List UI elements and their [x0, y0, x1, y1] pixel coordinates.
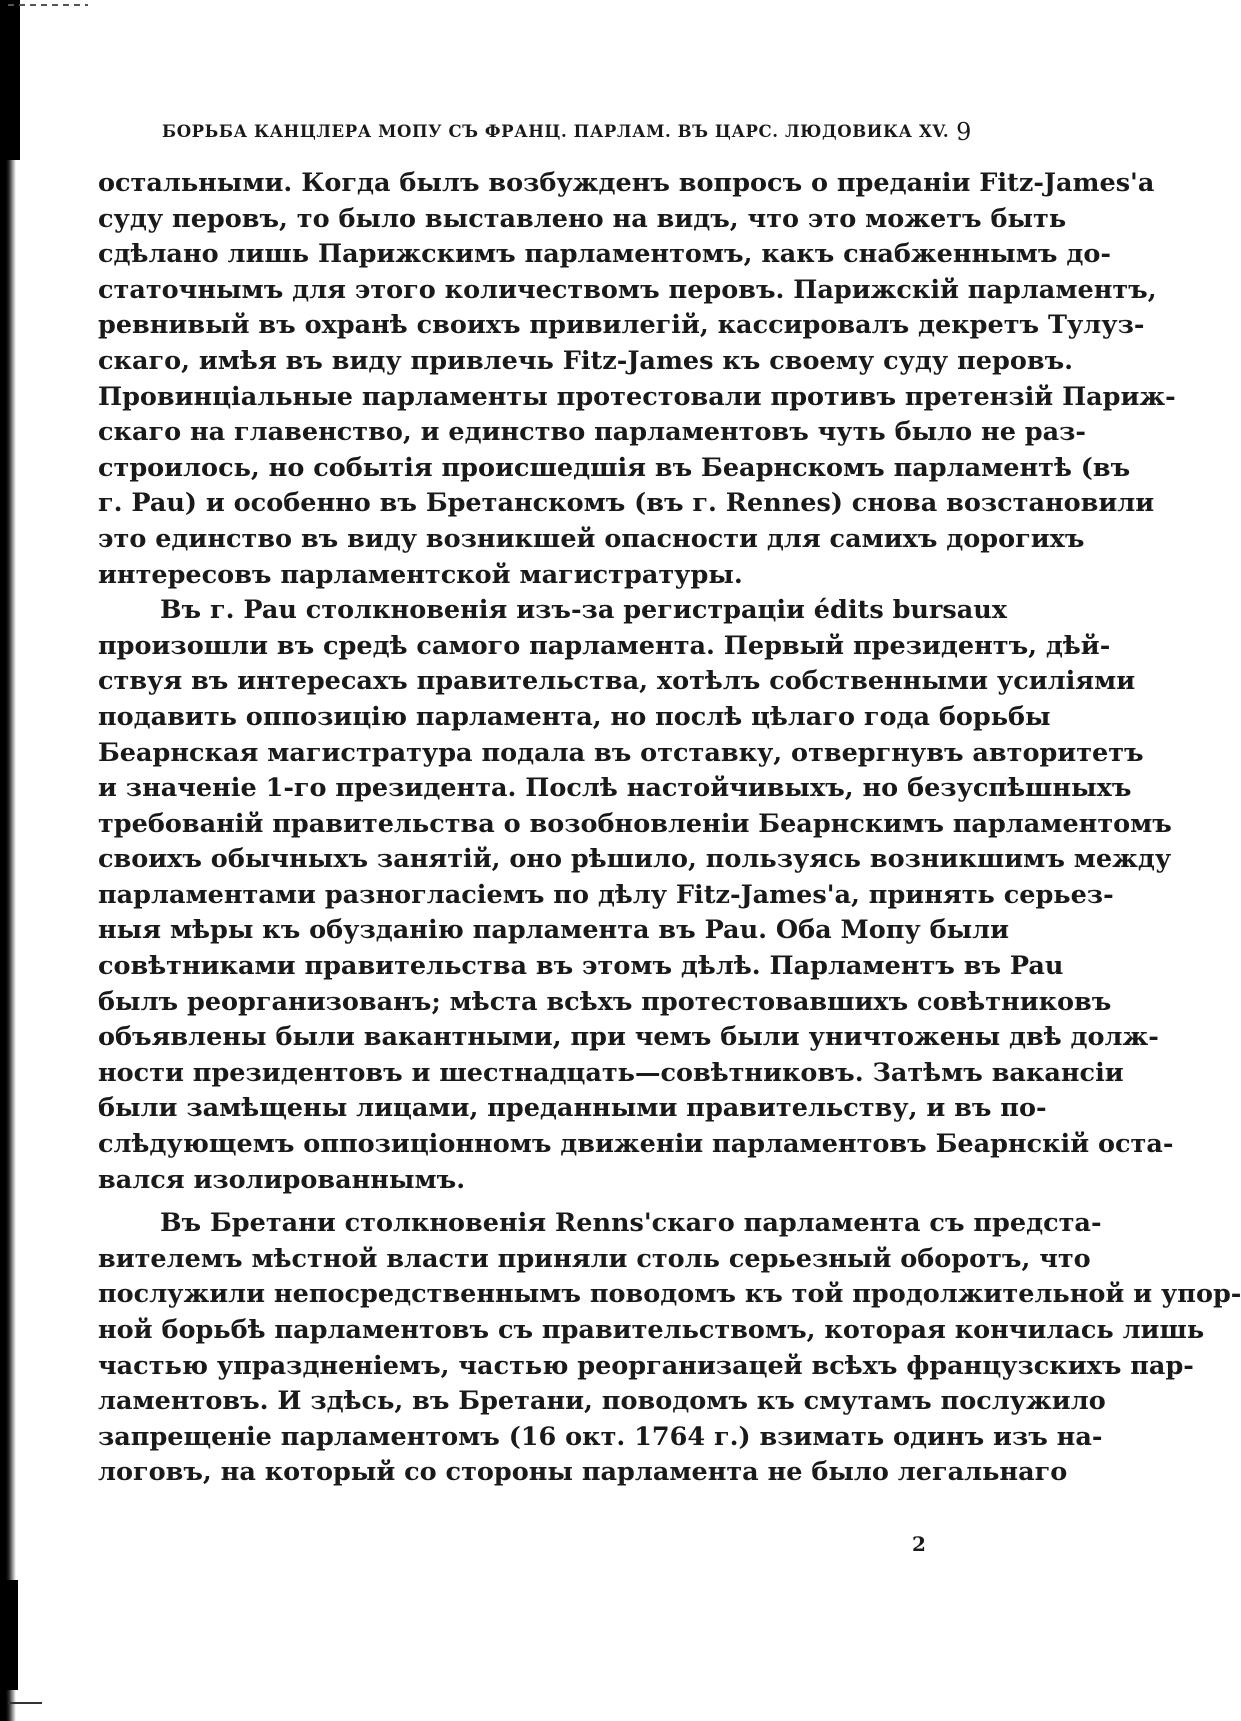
- running-title: БОРЬБА КАНЦЛЕРА МОПУ СЪ ФРАНЦ. ПАРЛАМ. ВЪ ЦАРС. ЛЮДОВИКА XV.: [162, 122, 950, 141]
- scan-artifact-top: [8, 4, 88, 6]
- paragraph-3: [98, 1206, 1241, 1491]
- text-line: ревнивый въ охранѣ своихъ привилегій, кассировалъ декретъ Тулуз-: [98, 310, 1145, 341]
- text-line: слѣдующемъ оппозиціонномъ движеніи парламентовъ Беарнскій оста-: [98, 1129, 1174, 1160]
- text-line: это единство въ виду возникшей опасности для самихъ дорогихъ: [98, 523, 1085, 554]
- paragraph-2: [98, 593, 1174, 1198]
- text-line: вителемъ мѣстной власти приняли столь серьезный оборотъ, что: [98, 1243, 1091, 1274]
- text-line: ности президентовъ и шестнадцать—совѣтниковъ. Затѣмъ вакансіи: [98, 1057, 1124, 1088]
- text-line: и значеніе 1-го президента. Послѣ настойчивыхъ, но безуспѣшныхъ: [98, 773, 1132, 804]
- text-line: строилось, но событія происшедшія въ Беарнскомъ парламентѣ (въ: [98, 452, 1131, 483]
- text-line: Беарнская магистратура подала въ отставку, отвергнувъ авторитетъ: [98, 737, 1144, 768]
- text-line: интересовъ парламентской магистратуры.: [98, 559, 743, 590]
- running-head: [162, 118, 972, 148]
- text-line: подавить оппозицію парламента, но послѣ цѣлаго года борьбы: [98, 701, 1051, 732]
- paragraph-gap: [98, 1198, 970, 1206]
- text-line: былъ реорганизованъ; мѣста всѣхъ протестовавшихъ совѣтниковъ: [98, 986, 1112, 1017]
- text-line: сдѣлано лишь Парижскимъ парламентомъ, какъ снабженнымъ до-: [98, 239, 1111, 270]
- text-line: совѣтниками правительства въ этомъ дѣлѣ. Парламентъ въ Pau: [98, 951, 1064, 982]
- scan-artifact-bottom: [8, 1702, 42, 1704]
- text-line: ламентовъ. И здѣсь, въ Бретани, поводомъ къ смутамъ послужило: [98, 1386, 1106, 1417]
- binding-shadow-top: [0, 0, 20, 160]
- text-line: статочнымъ для этого количествомъ перовъ. Парижскій парламентъ,: [98, 274, 1157, 305]
- text-line: Въ Бретани столкновенія Renns'скаго парламента съ предста-: [160, 1208, 1102, 1239]
- text-line: ной борьбѣ парламентовъ съ правительствомъ, которая кончилась лишь: [98, 1315, 1205, 1345]
- text-line: послужили непосредственнымъ поводомъ къ той продолжительной и упор-: [98, 1279, 1241, 1310]
- paragraph-1: [98, 166, 1176, 593]
- text-line: запрещеніе парламентомъ (16 окт. 1764 г.) взимать одинъ изъ на-: [98, 1421, 1103, 1452]
- text-line: ствуя въ интересахъ правительства, хотѣлъ собственными усиліями: [98, 666, 1136, 697]
- text-line: Въ г. Pau столкновенія изъ-за регистраціи édits bursaux: [160, 595, 1007, 626]
- text-line: г. Pau) и особенно въ Бретанскомъ (въ г. Rennes) снова возстановили: [98, 488, 1155, 519]
- text-line: логовъ, на который со стороны парламента не было легальнаго: [98, 1457, 1068, 1488]
- text-line: произошли въ средѣ самого парламента. Первый президентъ, дѣй-: [98, 630, 1111, 661]
- text-line: скаго, имѣя въ виду привлечь Fitz-James къ своему суду перовъ.: [98, 345, 1074, 376]
- text-line: парламентами разногласіемъ по дѣлу Fitz-James'а, принять серьез-: [98, 879, 1114, 910]
- text-line: своихъ обычныхъ занятій, оно рѣшило, пользуясь возникшимъ между: [98, 844, 1172, 875]
- text-line: частью упраздненіемъ, частью реорганизацей всѣхъ французскихъ пар-: [98, 1350, 1194, 1381]
- text-line: вался изолированнымъ.: [98, 1164, 466, 1195]
- binding-edge: [0, 0, 16, 1721]
- page-number: 9: [956, 118, 972, 146]
- text-line: Провинціальные парламенты протестовали противъ претензій Париж-: [98, 381, 1176, 412]
- text-line: суду перовъ, то было выставлено на видъ, что это можетъ быть: [98, 203, 1067, 234]
- text-line: скаго на главенство, и единство парламентовъ чуть было не раз-: [98, 417, 1087, 448]
- text-line: ныя мѣры къ обузданію парламента въ Pau. Оба Мопу были: [98, 915, 1010, 946]
- binding-shadow-bottom: [0, 1580, 18, 1690]
- text-line: требованій правительства о возобновленіи Беарнскимъ парламентомъ: [98, 808, 1172, 839]
- signature-mark: 2: [912, 1532, 926, 1556]
- body-text: [98, 166, 1241, 1491]
- text-line: объявлены были вакантными, при чемъ были уничтожены двѣ долж-: [98, 1022, 1159, 1053]
- text-line: остальными. Когда былъ возбужденъ вопросъ о преданіи Fitz-James'а: [98, 168, 1155, 198]
- text-line: были замѣщены лицами, преданными правительству, и въ по-: [98, 1093, 1047, 1124]
